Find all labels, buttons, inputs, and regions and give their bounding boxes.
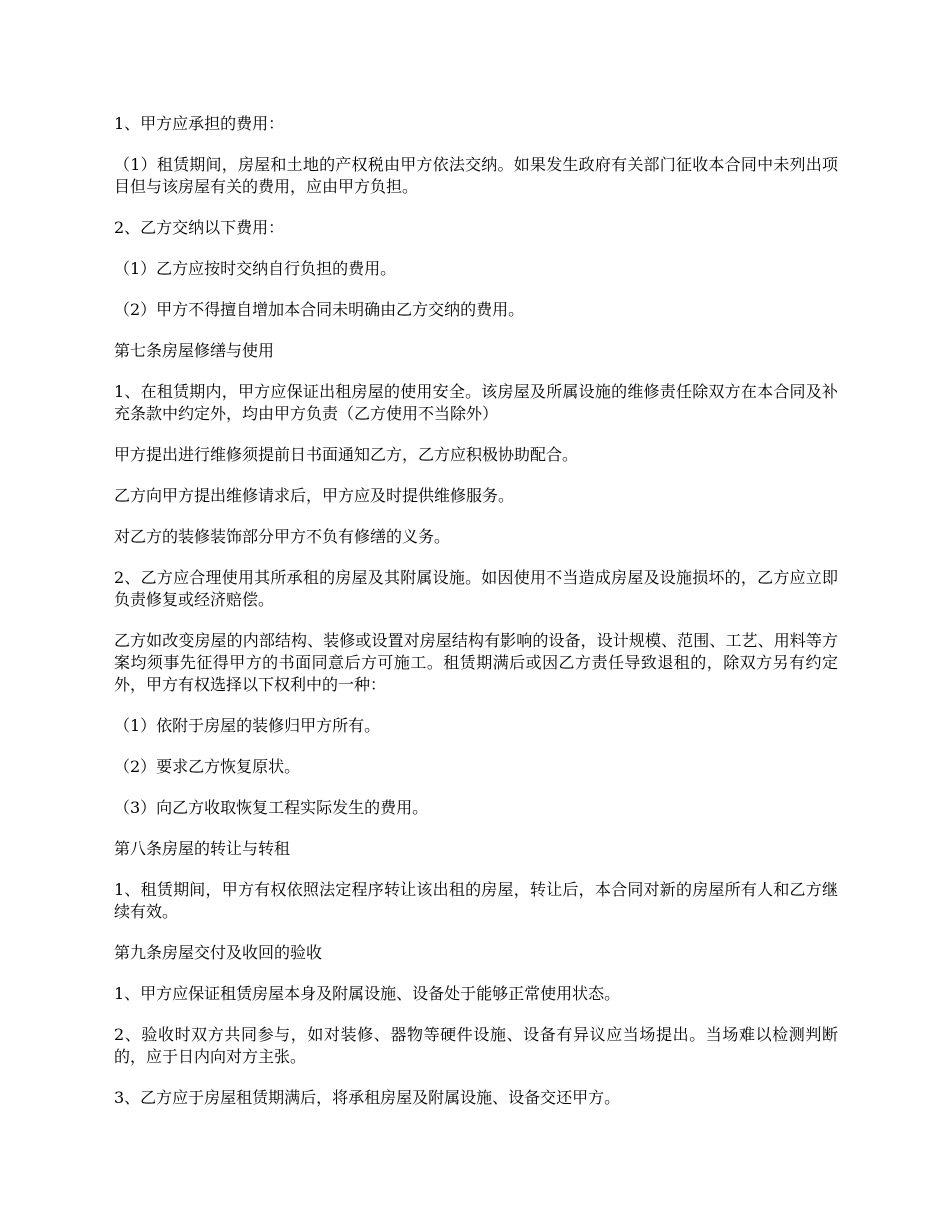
article-7-option-2: （2）要求乙方恢复原状。 xyxy=(114,757,301,776)
fee-party-b-item-2: （2）甲方不得擅自增加本合同未明确由乙方交纳的费用。 xyxy=(114,300,525,319)
document-page xyxy=(114,113,838,1128)
article-9-clause-2: 2、验收时双方共同参与，如对装修、器物等硬件设施、设备有异议应当场提出。当场难以检测判断的，应于日内向对方主张。 xyxy=(114,1025,838,1066)
article-8-clause-1: 1、租赁期间，甲方有权依照法定程序转让该出租的房屋，转让后，本合同对新的房屋所有人和乙方继续有效。 xyxy=(114,880,838,921)
article-9-clause-3: 3、乙方应于房屋租赁期满后，将承租房屋及附属设施、设备交还甲方。 xyxy=(114,1088,621,1107)
fee-party-a-heading: 1、甲方应承担的费用： xyxy=(114,114,285,133)
article-8-heading: 第八条房屋的转让与转租 xyxy=(114,839,291,858)
fee-party-b-heading: 2、乙方交纳以下费用： xyxy=(114,218,285,237)
article-9-clause-1: 1、甲方应保证租赁房屋本身及附属设施、设备处于能够正常使用状态。 xyxy=(114,984,621,1003)
article-7-alteration: 乙方如改变房屋的内部结构、装修或设置对房屋结构有影响的设备，设计规模、范围、工艺、用料等方案均须事先征得甲方的书面同意后方可施工。租赁期满后或因乙方责任导致退租的，除双方另有约定外，甲方有权选择以下权利中的一种： xyxy=(114,631,838,694)
article-9-heading: 第九条房屋交付及收回的验收 xyxy=(114,943,323,962)
article-7-option-1: （1）依附于房屋的装修归甲方所有。 xyxy=(114,716,381,735)
article-7-notice: 甲方提出进行维修须提前日书面通知乙方，乙方应积极协助配合。 xyxy=(114,445,579,464)
article-7-clause-2: 2、乙方应合理使用其所承租的房屋及其附属设施。如因使用不当造成房屋及设施损坏的，乙方应立即负责修复或经济赔偿。 xyxy=(114,568,838,609)
article-7-clause-1: 1、在租赁期内，甲方应保证出租房屋的使用安全。该房屋及所属设施的维修责任除双方在本合同及补充条款中约定外，均由甲方负责（乙方使用不当除外） xyxy=(114,382,838,423)
article-7-heading: 第七条房屋修缮与使用 xyxy=(114,341,275,360)
article-7-repair-request: 乙方向甲方提出维修请求后，甲方应及时提供维修服务。 xyxy=(114,486,515,505)
article-7-decoration: 对乙方的装修装饰部分甲方不负有修缮的义务。 xyxy=(114,527,451,546)
fee-party-a-item-1: （1）租赁期间，房屋和土地的产权税由甲方依法交纳。如果发生政府有关部门征收本合同中未列出项目但与该房屋有关的费用，应由甲方负担。 xyxy=(114,155,838,196)
article-7-option-3: （3）向乙方收取恢复工程实际发生的费用。 xyxy=(114,798,429,817)
fee-party-b-item-1: （1）乙方应按时交纳自行负担的费用。 xyxy=(114,259,397,278)
